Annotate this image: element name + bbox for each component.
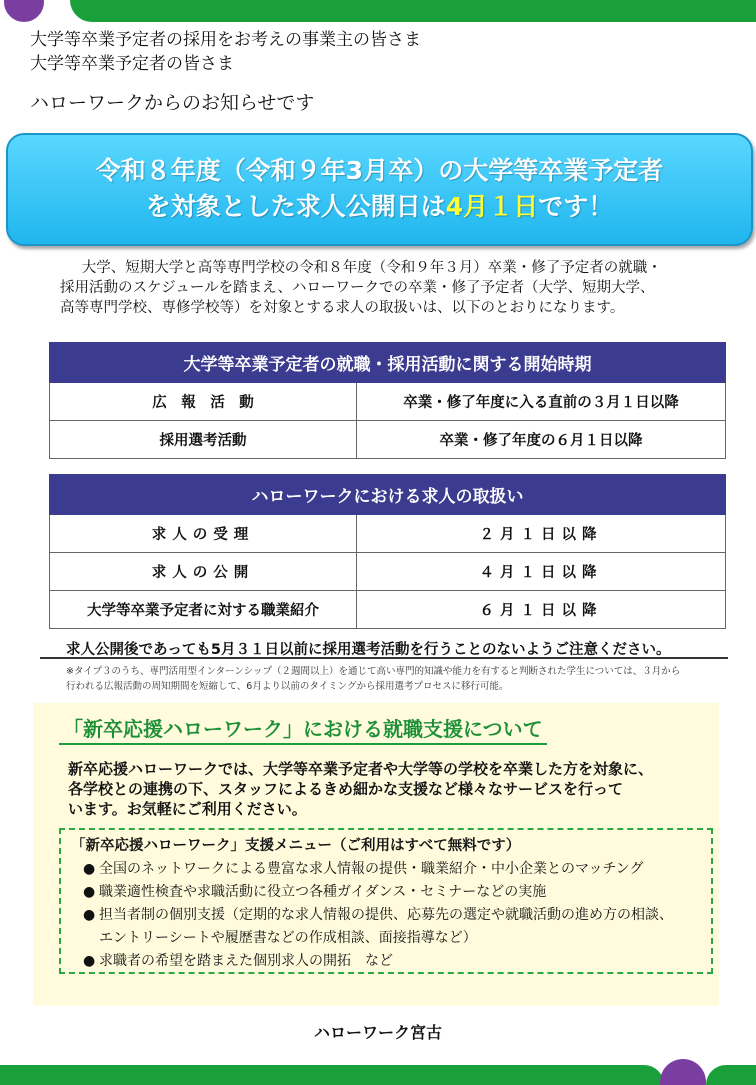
banner-line-2-post: です！ [538, 192, 614, 221]
table-row [50, 515, 726, 553]
footnote-line-2: 行われる広報活動の周知期間を短縮して、6月より以前のタイミングから採用選考プロセスに移行可能。 [66, 681, 509, 692]
list-item-text: 求職者の希望を踏まえた個別求人の開拓 など [99, 953, 393, 969]
list-item-text: 担当者制の個別支援（定期的な求人情報の提供、応募先の選定や就職活動の進め方の相談、 [99, 907, 673, 923]
banner-line-1: 令和８年度（令和９年3月卒）の大学等卒業予定者 [95, 156, 664, 185]
handling-value: ４月１日以降 [357, 553, 726, 591]
bottom-green-bar-right [706, 1065, 756, 1085]
table-row [50, 383, 726, 421]
list-item [83, 927, 703, 950]
support-text-line-2: 各学校との連携の下、スタッフによるきめ細かな支援など様々なサービスを行って [68, 780, 624, 798]
support-title: 「新卒応援ハローワーク」における就職支援について [59, 713, 547, 745]
banner-line-2-pre: を対象とした求人公開日は [145, 192, 446, 221]
banner-line-2 [8, 189, 751, 225]
top-purple-circle [4, 0, 44, 22]
list-item-text: 全国のネットワークによる豊富な求人情報の提供・職業紹介・中小企業とのマッチング [99, 861, 644, 877]
list-item [83, 858, 703, 881]
handling-table-header: ハローワークにおける求人の取扱い [50, 475, 726, 515]
support-text-line-1: 新卒応援ハローワークでは、大学等卒業予定者や大学等の学校を卒業した方を対象に、 [68, 760, 654, 778]
bullet-icon: ● [83, 907, 96, 923]
list-item-text: 職業適性検査や求職活動に役立つ各種ガイダンス・セミナーなどの実施 [99, 884, 547, 900]
footnote [66, 664, 746, 694]
intro-line-1: 大学、短期大学と高等専門学校の令和８年度（令和９年３月）卒業・修了予定者の就職・ [81, 260, 662, 276]
support-menu-list [83, 858, 703, 973]
addressee-line-1: 大学等卒業予定者の採用をお考えの事業主の皆さま [30, 30, 421, 50]
list-item [83, 881, 703, 904]
schedule-label: 採用選考活動 [50, 421, 357, 459]
bullet-icon: ● [83, 884, 96, 900]
notice-heading: ハローワークからのお知らせです [30, 92, 315, 114]
intro-paragraph [60, 258, 730, 318]
support-text-line-3: います。お気軽にご利用ください。 [68, 800, 307, 818]
caution-underline [40, 657, 728, 659]
schedule-label: 広 報 活 動 [50, 383, 357, 421]
top-green-bar [70, 0, 756, 22]
handling-value: ６月１日以降 [357, 591, 726, 629]
schedule-table [49, 342, 726, 459]
office-name: ハローワーク宮古 [313, 1023, 442, 1042]
intro-line-2: 採用活動のスケジュールを踏まえ、ハローワークでの卒業・修了予定者（大学、短期大学、 [60, 280, 655, 296]
support-description [68, 759, 698, 819]
handling-value: ２月１日以降 [357, 515, 726, 553]
handling-label: 求人の受理 [50, 515, 357, 553]
schedule-table-header: 大学等卒業予定者の就職・採用活動に関する開始時期 [50, 343, 726, 383]
support-menu-title: 「新卒応援ハローワーク」支援メニュー（ご利用はすべて無料です） [71, 838, 521, 854]
schedule-value: 卒業・修了年度の６月１日以降 [357, 421, 726, 459]
addressee [30, 28, 421, 76]
bullet-icon: ● [83, 953, 96, 969]
top-decoration [0, 0, 756, 24]
handling-label: 求人の公開 [50, 553, 357, 591]
table-row [50, 591, 726, 629]
caution-text: 求人公開後であっても5月３１日以前に採用選考活動を行うことのないようご注意ください。 [66, 642, 671, 658]
announcement-banner [6, 133, 753, 246]
addressee-line-2: 大学等卒業予定者の皆さま [30, 54, 234, 74]
bullet-icon: ● [83, 861, 96, 877]
list-item [83, 904, 703, 927]
intro-line-3: 高等専門学校、専修学校等）を対象とする求人の取扱いは、以下のとおりになります。 [60, 300, 625, 316]
bottom-purple-circle [660, 1059, 706, 1085]
handling-table [49, 474, 726, 629]
footnote-line-1: ※タイプ３のうち、専門活用型インターンシップ（２週間以上）を通じて高い専門的知識や能力を有すると判断された学生については、３月から [66, 666, 681, 677]
support-section [33, 703, 719, 1006]
bottom-decoration [0, 1059, 756, 1085]
list-item-text: エントリーシートや履歴書などの作成相談、面接指導など） [99, 930, 477, 946]
banner-date-highlight: 4月１日 [445, 192, 539, 221]
support-menu-box [59, 828, 713, 974]
schedule-value: 卒業・修了年度に入る直前の３月１日以降 [357, 383, 726, 421]
table-row [50, 553, 726, 591]
list-item [83, 950, 703, 973]
table-row [50, 421, 726, 459]
handling-label: 大学等卒業予定者に対する職業紹介 [50, 591, 357, 629]
bottom-green-bar-left [0, 1065, 664, 1085]
